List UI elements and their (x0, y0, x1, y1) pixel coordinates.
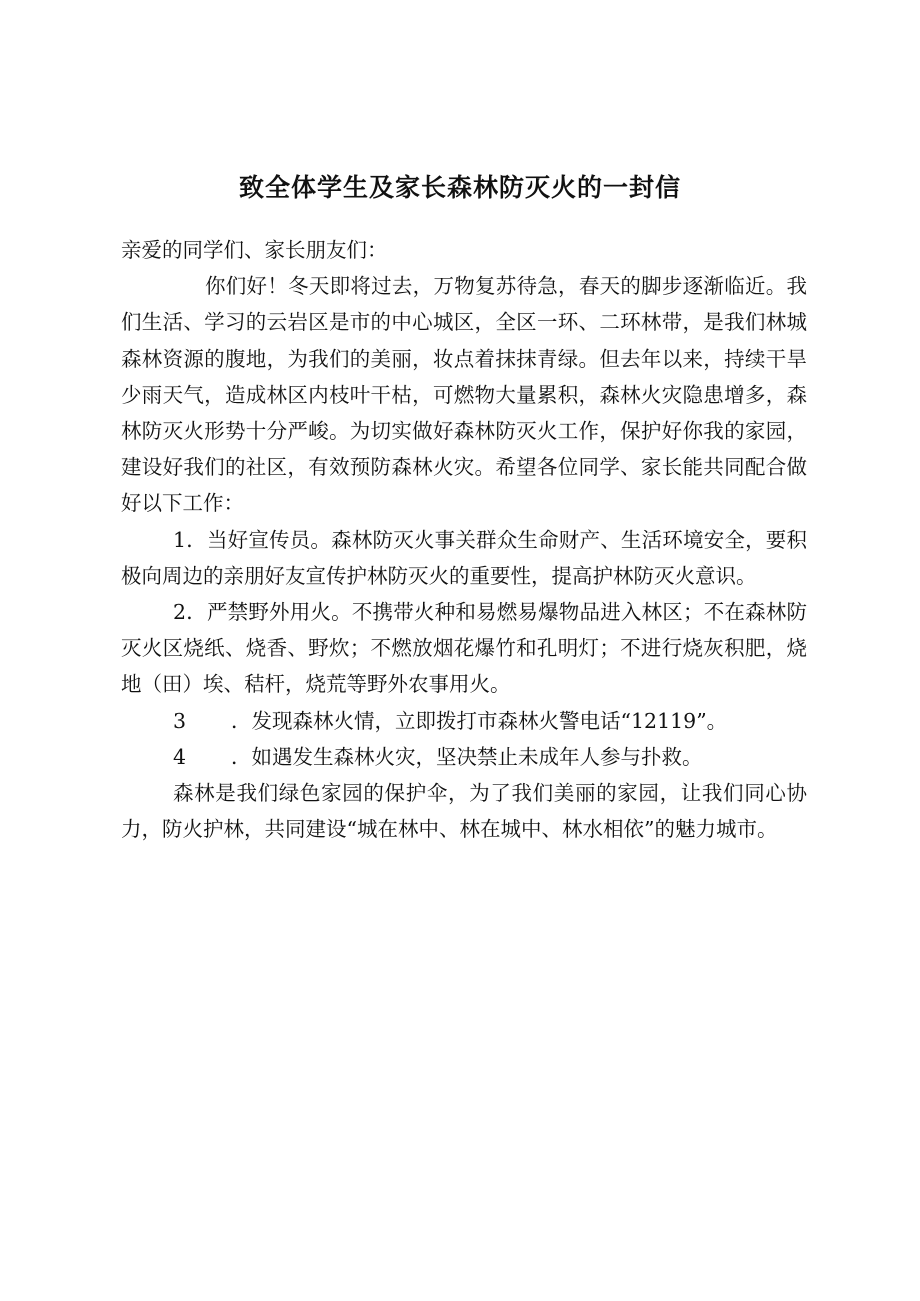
list-item-3-text: ．发现森林火情，立即拨打市森林火警电话“12119”。 (231, 708, 728, 733)
list-item-3-number: 3 (173, 708, 187, 733)
closing-paragraph: 森林是我们绿色家园的保护伞，为了我们美丽的家园，让我们同心协力，防火护林，共同建设“城在林中、林在城中、林水相依”的魅力城市。 (121, 781, 807, 842)
list-item-4-number: 4 (173, 744, 187, 769)
letter-title: 致全体学生及家长森林防灭火的一封信 (238, 173, 681, 202)
list-item-4 (121, 739, 807, 775)
list-item-3 (121, 703, 807, 739)
list-item-4-text: ．如遇发生森林火灾，坚决禁止未成年人参与扑救。 (231, 744, 703, 769)
letter-body (121, 232, 807, 847)
list-item-1: 1．当好宣传员。森林防灭火事关群众生命财产、生活环境安全，要积极向周边的亲朋好友宣传护林防灭火的重要性，提高护林防灭火意识。 (121, 527, 807, 588)
intro-paragraph: 你们好！冬天即将过去，万物复苏待急，春天的脚步逐渐临近。我们生活、学习的云岩区是市的中心城区，全区一环、二环林带，是我们林城森林资源的腹地，为我们的美丽，妆点着抹抹青绿。但去年以来，持续干旱少雨天气，造成林区内枝叶干枯，可燃物大量累积，森林火灾隐患增多，森林防灭火形势十分严峻。为切实做好森林防灭火工作，保护好你我的家园，建设好我们的社区，有效预防森林火灾。希望各位同学、家长能共同配合做好以下工作： (121, 274, 807, 516)
list-item-2: 2．严禁野外用火。不携带火种和易燃易爆物品进入林区；不在森林防灭火区烧纸、烧香、野炊；不燃放烟花爆竹和孔明灯；不进行烧灰积肥，烧地（田）埃、秸杆，烧荒等野外农事用火。 (121, 600, 807, 697)
salutation: 亲爱的同学们、家长朋友们： (121, 238, 388, 262)
